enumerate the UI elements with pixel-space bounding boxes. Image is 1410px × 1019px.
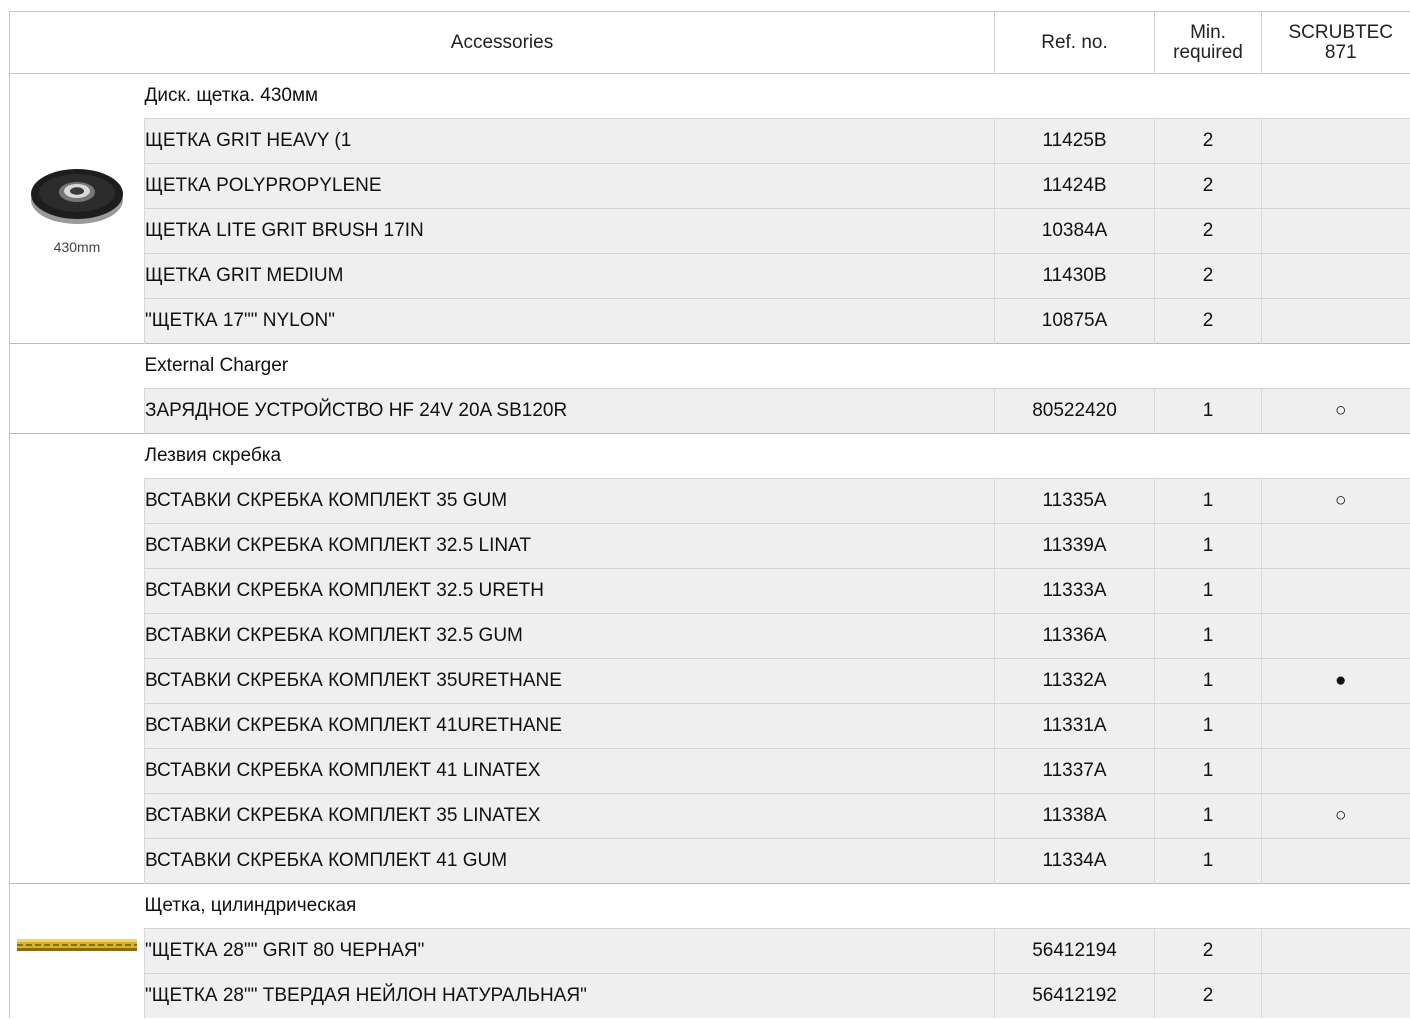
category-row bbox=[10, 344, 1410, 389]
category-row bbox=[10, 434, 1410, 479]
category-row bbox=[10, 884, 1410, 929]
item-name: ЩЕТКА GRIT MEDIUM bbox=[145, 254, 995, 299]
item-ref-no: 80522420 bbox=[995, 389, 1155, 434]
item-min-required: 2 bbox=[1155, 164, 1262, 209]
item-name: "ЩЕТКА 17"" NYLON" bbox=[145, 299, 995, 344]
item-availability-mark: ○ bbox=[1262, 389, 1410, 434]
disc-brush-icon bbox=[27, 160, 127, 232]
table-row bbox=[10, 209, 1410, 254]
item-name: ЩЕТКА LITE GRIT BRUSH 17IN bbox=[145, 209, 995, 254]
item-availability-mark bbox=[1262, 209, 1410, 254]
table-row bbox=[10, 254, 1410, 299]
item-ref-no: 11334A bbox=[995, 839, 1155, 884]
item-availability-mark bbox=[1262, 704, 1410, 749]
item-name: ВСТАВКИ СКРЕБКА КОМПЛЕКТ 35URETHANE bbox=[145, 659, 995, 704]
item-ref-no: 11338A bbox=[995, 794, 1155, 839]
item-ref-no: 11337A bbox=[995, 749, 1155, 794]
table-row bbox=[10, 569, 1410, 614]
item-name: ВСТАВКИ СКРЕБКА КОМПЛЕКТ 35 LINATEX bbox=[145, 794, 995, 839]
disc-brush-image bbox=[27, 160, 127, 255]
item-ref-no: 10875A bbox=[995, 299, 1155, 344]
header-model bbox=[1262, 12, 1410, 74]
item-min-required: 2 bbox=[1155, 254, 1262, 299]
item-name: ВСТАВКИ СКРЕБКА КОМПЛЕКТ 32.5 URETH bbox=[145, 569, 995, 614]
item-availability-mark bbox=[1262, 614, 1410, 659]
item-availability-mark bbox=[1262, 929, 1410, 974]
item-name: ЗАРЯДНОЕ УСТРОЙСТВО HF 24V 20A SB120R bbox=[145, 389, 995, 434]
item-name: ЩЕТКА GRIT HEAVY (1 bbox=[145, 119, 995, 164]
item-availability-mark: ○ bbox=[1262, 479, 1410, 524]
item-ref-no: 11430B bbox=[995, 254, 1155, 299]
item-min-required: 2 bbox=[1155, 974, 1262, 1019]
table-row bbox=[10, 704, 1410, 749]
item-min-required: 1 bbox=[1155, 704, 1262, 749]
table-body bbox=[10, 74, 1410, 1019]
item-min-required: 2 bbox=[1155, 929, 1262, 974]
category-title: External Charger bbox=[145, 344, 1410, 389]
item-min-required: 1 bbox=[1155, 839, 1262, 884]
item-name: ВСТАВКИ СКРЕБКА КОМПЛЕКТ 35 GUM bbox=[145, 479, 995, 524]
item-ref-no: 11425B bbox=[995, 119, 1155, 164]
item-availability-mark bbox=[1262, 299, 1410, 344]
item-availability-mark bbox=[1262, 119, 1410, 164]
item-ref-no: 11333A bbox=[995, 569, 1155, 614]
category-image-cell bbox=[10, 74, 145, 344]
item-min-required: 2 bbox=[1155, 209, 1262, 254]
header-min-line1: Min. bbox=[1190, 21, 1226, 43]
category-image-cell bbox=[10, 344, 145, 434]
item-name: "ЩЕТКА 28"" ТВЕРДАЯ НЕЙЛОН НАТУРАЛЬНАЯ" bbox=[145, 974, 995, 1019]
item-name: ВСТАВКИ СКРЕБКА КОМПЛЕКТ 41 LINATEX bbox=[145, 749, 995, 794]
item-name: "ЩЕТКА 28"" GRIT 80 ЧЕРНАЯ" bbox=[145, 929, 995, 974]
table-row bbox=[10, 974, 1410, 1019]
item-min-required: 1 bbox=[1155, 794, 1262, 839]
header-ref-no: Ref. no. bbox=[995, 12, 1155, 74]
item-availability-mark bbox=[1262, 839, 1410, 884]
table-row bbox=[10, 479, 1410, 524]
table-row bbox=[10, 749, 1410, 794]
item-name: ВСТАВКИ СКРЕБКА КОМПЛЕКТ 32.5 GUM bbox=[145, 614, 995, 659]
item-availability-mark: ● bbox=[1262, 659, 1410, 704]
item-ref-no: 56412192 bbox=[995, 974, 1155, 1019]
item-availability-mark bbox=[1262, 524, 1410, 569]
item-name: ВСТАВКИ СКРЕБКА КОМПЛЕКТ 41 GUM bbox=[145, 839, 995, 884]
item-availability-mark bbox=[1262, 569, 1410, 614]
item-min-required: 1 bbox=[1155, 524, 1262, 569]
cylindrical-brush-icon bbox=[15, 934, 139, 956]
disc-size-label: 430mm bbox=[53, 239, 101, 255]
item-availability-mark bbox=[1262, 254, 1410, 299]
item-availability-mark bbox=[1262, 749, 1410, 794]
table-row bbox=[10, 164, 1410, 209]
table-row bbox=[10, 794, 1410, 839]
item-min-required: 1 bbox=[1155, 389, 1262, 434]
table-row bbox=[10, 299, 1410, 344]
item-min-required: 1 bbox=[1155, 659, 1262, 704]
item-ref-no: 10384A bbox=[995, 209, 1155, 254]
item-min-required: 2 bbox=[1155, 119, 1262, 164]
item-availability-mark bbox=[1262, 164, 1410, 209]
category-title: Лезвия скребка bbox=[145, 434, 1410, 479]
item-name: ВСТАВКИ СКРЕБКА КОМПЛЕКТ 32.5 LINAT bbox=[145, 524, 995, 569]
item-ref-no: 11339A bbox=[995, 524, 1155, 569]
item-ref-no: 11336A bbox=[995, 614, 1155, 659]
table-row bbox=[10, 839, 1410, 884]
item-min-required: 1 bbox=[1155, 614, 1262, 659]
item-ref-no: 11331A bbox=[995, 704, 1155, 749]
table-header bbox=[10, 12, 1410, 74]
table-row bbox=[10, 614, 1410, 659]
table-row bbox=[10, 389, 1410, 434]
item-ref-no: 11335A bbox=[995, 479, 1155, 524]
table-row bbox=[10, 929, 1410, 974]
item-min-required: 1 bbox=[1155, 479, 1262, 524]
category-row bbox=[10, 74, 1410, 119]
header-model-line1: SCRUBTEC bbox=[1288, 21, 1394, 43]
header-min-line2: required bbox=[1173, 41, 1243, 63]
header-min-required bbox=[1155, 12, 1262, 74]
item-min-required: 1 bbox=[1155, 749, 1262, 794]
item-availability-mark bbox=[1262, 974, 1410, 1019]
item-availability-mark: ○ bbox=[1262, 794, 1410, 839]
category-title: Щетка, цилиндрическая bbox=[145, 884, 1410, 929]
header-accessories: Accessories bbox=[10, 12, 995, 74]
table-row bbox=[10, 524, 1410, 569]
table-row bbox=[10, 119, 1410, 164]
item-ref-no: 56412194 bbox=[995, 929, 1155, 974]
item-min-required: 2 bbox=[1155, 299, 1262, 344]
item-name: ЩЕТКА POLYPROPYLENE bbox=[145, 164, 995, 209]
category-image-cell bbox=[10, 434, 145, 884]
item-ref-no: 11332A bbox=[995, 659, 1155, 704]
category-image-cell bbox=[10, 884, 145, 1019]
item-ref-no: 11424B bbox=[995, 164, 1155, 209]
header-model-line2: 871 bbox=[1324, 41, 1357, 63]
category-title: Диск. щетка. 430мм bbox=[145, 74, 1410, 119]
item-min-required: 1 bbox=[1155, 569, 1262, 614]
accessories-table bbox=[9, 11, 1410, 1018]
item-name: ВСТАВКИ СКРЕБКА КОМПЛЕКТ 41URETHANE bbox=[145, 704, 995, 749]
table-row bbox=[10, 659, 1410, 704]
